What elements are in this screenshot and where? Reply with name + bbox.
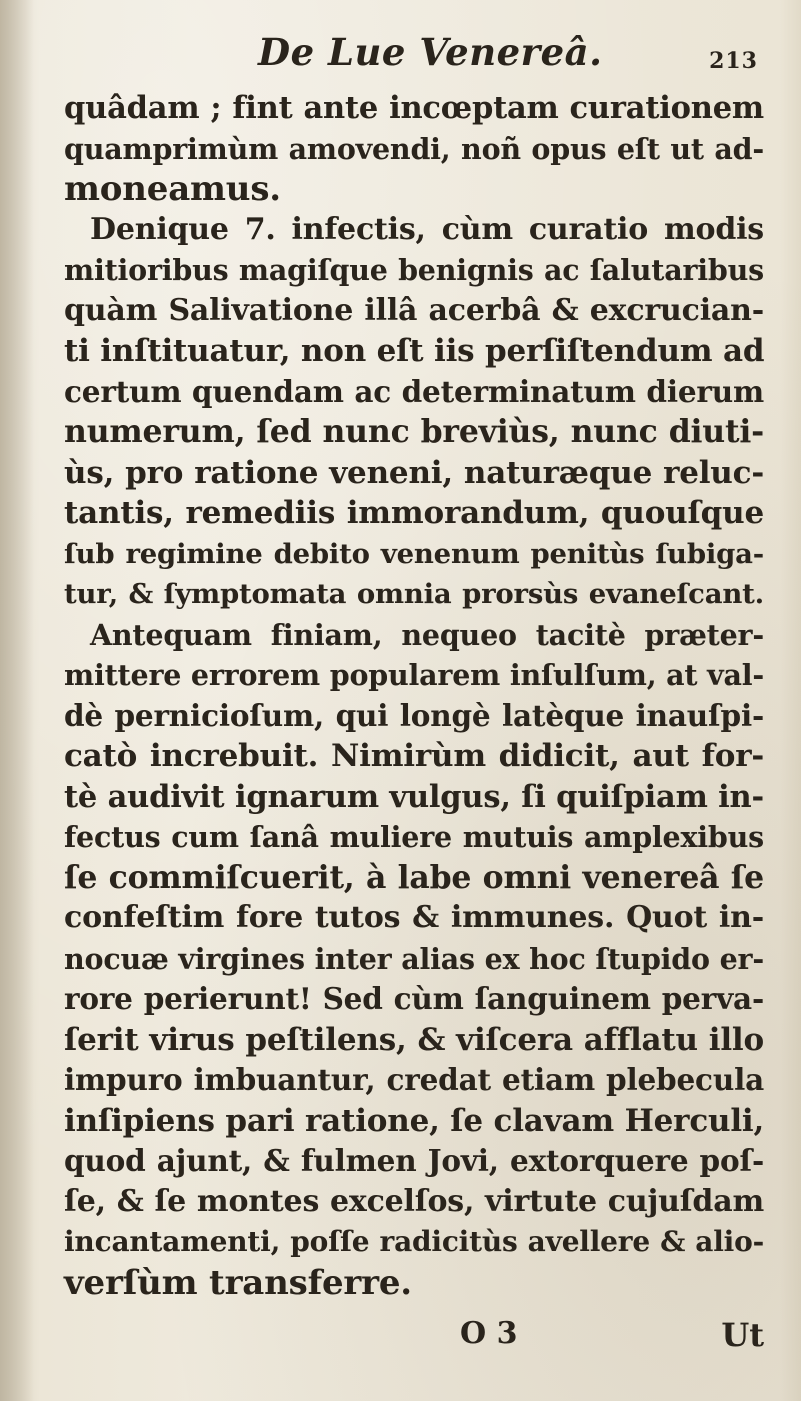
text-line: moneamus. bbox=[64, 169, 281, 209]
text-line: confeſtim fore tutos & immunes. Quot in- bbox=[64, 900, 764, 935]
text-line: impuro imbuantur, credat etiam plebecula bbox=[64, 1062, 764, 1097]
text-line: ſe commiſcuerit, à labe omni venereâ ſe bbox=[64, 858, 764, 896]
running-title: De Lue Venereâ. bbox=[258, 30, 603, 74]
text-line: verſùm transferre. bbox=[64, 1262, 412, 1303]
text-line: quod ajunt, & fulmen Jovi, extorquere poſ- bbox=[64, 1143, 764, 1178]
text-line: dè pernicioſum, qui longè latèque inauſpi- bbox=[64, 697, 764, 733]
page-header bbox=[258, 14, 758, 74]
text-line: Denique 7. infectis, cùm curatio modis bbox=[90, 211, 764, 247]
page-footer bbox=[64, 1316, 764, 1360]
text-line: ſe, & ſe montes excelſos, virtute cujuſdam bbox=[64, 1183, 764, 1219]
text-line: certum quendam ac determinatum dierum bbox=[64, 373, 764, 409]
text-line: ùs, pro ratione veneni, naturæque reluc- bbox=[64, 454, 764, 491]
text-line: catò increbuit. Nimirùm didicit, aut for- bbox=[64, 738, 764, 774]
text-line: tur, & ſymptomata omnia prorsùs evaneſcant. bbox=[64, 578, 764, 610]
text-line: numerum, ſed nunc breviùs, nunc diuti- bbox=[64, 413, 764, 450]
page-number: 213 bbox=[709, 48, 758, 74]
text-line: nocuæ virgines inter alias ex hoc ſtupido er- bbox=[64, 941, 764, 976]
catchword: Ut bbox=[721, 1316, 764, 1354]
text-line: incantamenti, poſſe radicitùs avellere & alio- bbox=[64, 1225, 764, 1258]
text-line: tè audivit ignarum vulgus, ſi quiſpiam in- bbox=[64, 778, 764, 815]
text-line: tantis, remediis immorandum, quouſque bbox=[64, 495, 764, 531]
text-line: mittere errorem popularem inſulſum, at val- bbox=[64, 658, 764, 692]
text-line: ſub regimine debito venenum penitùs ſubiga- bbox=[64, 537, 764, 570]
text-line: quàm Salivatione illâ acerbâ & excrucian- bbox=[64, 292, 764, 328]
text-line: quamprimùm amovendi, noñ opus eſt ut ad- bbox=[64, 131, 764, 166]
text-line: inſipiens pari ratione, ſe clavam Herculi, bbox=[64, 1102, 765, 1139]
text-line: fectus cum ſanâ muliere mutuis amplexibus bbox=[64, 820, 764, 854]
text-line: mitioribus magiſque benignis ac ſalutaribus bbox=[64, 253, 764, 287]
signature-mark: O 3 bbox=[460, 1316, 518, 1351]
text-line: Antequam finiam, nequeo tacitè præter- bbox=[90, 617, 764, 652]
text-line: rore perierunt! Sed cùm ſanguinem perva- bbox=[64, 981, 764, 1016]
text-line: quâdam ; fint ante incœptam curationem bbox=[64, 90, 764, 126]
text-line: ſerit virus peſtilens, & viſcera afflatu illo bbox=[64, 1021, 764, 1058]
text-line: ti inſtituatur, non eſt iis perſiſtendum ad bbox=[64, 333, 765, 369]
binding-gutter bbox=[0, 0, 34, 1401]
body-text bbox=[64, 88, 764, 1303]
